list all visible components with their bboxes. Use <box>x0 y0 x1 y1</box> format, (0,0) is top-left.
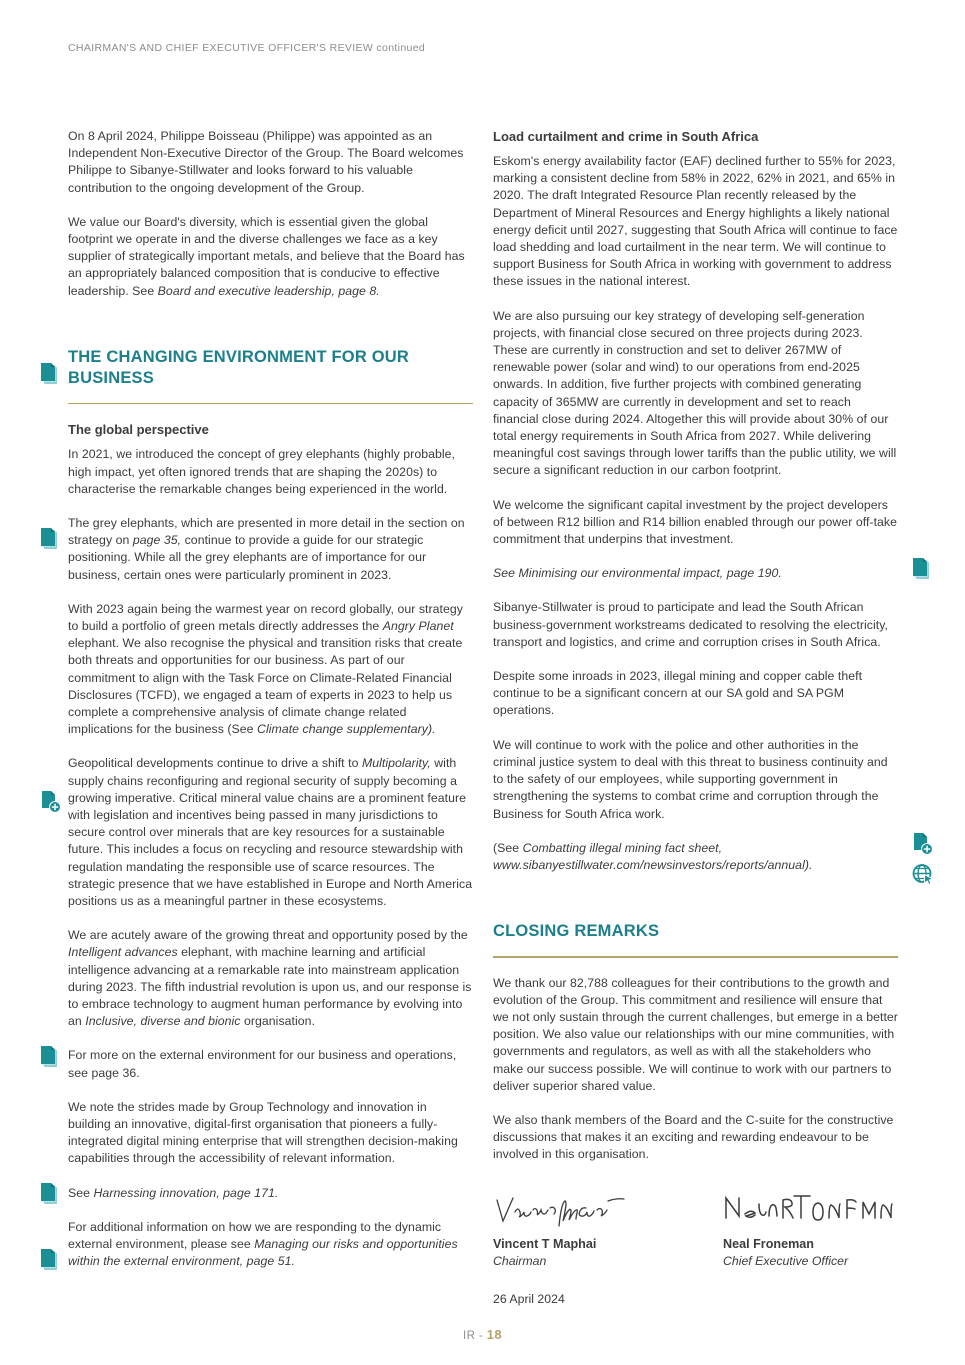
signature-image-ceo <box>723 1190 898 1234</box>
running-head: CHAIRMAN'S AND CHIEF EXECUTIVE OFFICER'S REVIEW continued <box>68 42 426 54</box>
left-paragraph-10 <box>68 1185 473 1202</box>
right-paragraph-3 <box>493 497 898 549</box>
left-paragraph-7-emph-2: Inclusive, diverse and bionic <box>85 1014 241 1029</box>
left-paragraph-5 <box>68 601 473 739</box>
document-plus-icon <box>40 790 62 814</box>
left-paragraph-7-text-2: elephant, with machine learning and artificial intelligence advancing at a remarkable rate into mainstream application during 2023. The fifth industrial revolution is upon us, and our response is to embrace technology to augment human performance by evolving into an <box>68 945 472 1029</box>
page-footer <box>0 1327 965 1342</box>
left-paragraph-4-ref: page 35, <box>132 533 182 548</box>
section-heading-changing-environment: THE CHANGING ENVIRONMENT FOR OUR BUSINESS <box>68 347 409 387</box>
left-paragraph-6-text-2: with supply chains reconfiguring and regional security of supply becoming a growing imperative. Critical mineral value chains are a prominent feature with legislation and incentives being passed in many jurisdictions to secure control over minerals that are key resources for a sustainable future. This includes a focus on recycling and resource stewardship with regulation mandating the responsible use of scarce resources. The strategic presence that we have established in Europe and North America positions us as a meaningful partner in these ecosystems. <box>68 756 473 908</box>
closing-heading-spacer <box>493 891 898 907</box>
left-column <box>68 128 473 1270</box>
document-stack-icon <box>40 362 62 386</box>
left-paragraph-10-text: See <box>68 1185 94 1200</box>
signature-name-ceo: Neal Froneman <box>723 1236 814 1251</box>
signature-chairman <box>493 1190 663 1306</box>
left-paragraph-5-emph-1: Angry Planet <box>382 618 454 633</box>
globe-click-icon <box>912 862 934 886</box>
footer-page-number: 18 <box>486 1327 502 1342</box>
right-paragraph-6: Despite some inroads in 2023, illegal mining and copper cable theft continue to be a significant concern at our SA gold and SA PGM operations. <box>493 669 863 718</box>
left-paragraph-4-text-1: The grey elephants, which are presented in more detail in the section on strategy on <box>68 515 465 548</box>
left-paragraph-8 <box>68 1047 473 1081</box>
left-paragraph-11-text: For additional information on how we are responding to the dynamic external environment, please see <box>68 1219 442 1252</box>
document-stack-icon <box>40 1182 62 1206</box>
signature-ceo <box>723 1190 898 1306</box>
right-reference-note: See Minimising our environmental impact, page 190. <box>493 566 782 581</box>
heading-rule <box>68 403 473 405</box>
right-paragraph-8-text: (See <box>493 840 523 855</box>
right-paragraph-1: Eskom's energy availability factor (EAF) declined further to 55% for 2023, marking a consistent decline from 58% in 2022, 62% in 2021, and 65% in 2020. The draft Integrated Resource Plan recently released by the Department of Mineral Resources and Energy highlights a likely national energy deficit until 2027, suggesting that South Africa will continue to face load shedding and load curtailment in the near term. We will continue to support Business for South Africa in working with government to address these issues in the national interest. <box>493 154 898 289</box>
left-paragraph-5-text-1: With 2023 again being the warmest year on record globally, our strategy to build a portfolio of green metals directly addresses the <box>68 601 463 633</box>
left-paragraph-2-text: We value our Board's diversity, which is essential given the global footprint we operate in and the diverse challenges we face as a key supplier of strategically important metals, and believe that the Board has an appropriately balanced composition that is conducive to effective leadership. See <box>68 214 465 298</box>
left-paragraph-4 <box>68 515 473 584</box>
left-paragraph-5-text-2: elephant. We also recognise the physical and transition risks that create both threats and opportunities for our business. As part of our commitment to align with the Task Force on Climate-Related Financial Disclosures (TCFD), we engaged a team of experts in 2023 to help us complete a comprehensive analysis of climate change related implications for the business (See <box>68 636 463 737</box>
document-plus-icon <box>912 832 934 856</box>
left-paragraph-5-ref: Climate change supplementary). <box>257 722 436 737</box>
left-paragraph-6-text-1: Geopolitical developments continue to drive a shift to <box>68 756 362 771</box>
signature-image-chairman <box>493 1190 663 1234</box>
closing-paragraph-1: We thank our 82,788 colleagues for their contributions to the growth and evolution of the Group. This commitment and resilience will ensure that we not only sustain through the current challenges, but emerge in a better position. We also value our relationships with our mine communities, with governments and regulators, as well as with all the stakeholders who make our success possible. We will continue to work with our partners to deliver superior shared value. <box>493 975 898 1093</box>
left-paragraph-11 <box>68 1219 473 1271</box>
section-heading-closing-remarks: CLOSING REMARKS <box>493 922 660 941</box>
left-paragraph-7-text-1: We are acutely aware of the growing threat and opportunity posed by the <box>68 928 468 943</box>
left-paragraph-7-text-3: organisation. <box>240 1014 316 1029</box>
signature-name-chairman: Vincent T Maphai <box>493 1236 597 1251</box>
left-paragraph-4-text-2: continue to provide a guide for our strategic positioning. While all the grey elephants are of importance for our business, certain ones were particularly prominent in 2023. <box>68 533 427 582</box>
document-stack-icon <box>40 1045 62 1069</box>
closing-paragraph-2: We also thank members of the Board and the C-suite for the constructive discussions that makes it an exciting and rewarding endeavour to be involved in this organisation. <box>493 1113 894 1162</box>
left-paragraph-8-text: For more on the external environment for our business and operations, see page 36. <box>68 1048 457 1080</box>
right-paragraph-8-ref: Combatting illegal mining fact sheet, www.sibanyestillwater.com/newsinvestors/reports/annual). <box>493 840 813 872</box>
right-paragraph-5: Sibanye-Stillwater is proud to participate and lead the South African business-government workstreams dedicated to resolving the electricity, transport and logistics, and crime and corruption crises in South Africa. <box>493 600 888 649</box>
right-column <box>493 128 898 1306</box>
right-paragraph-3-text: We welcome the significant capital investment by the project developers of between R12 billion and R14 billion enabled through our power off-take commitment that underpins that investment. <box>493 497 898 547</box>
left-paragraph-11-ref: Managing our risks and opportunities within the external environment, page 51. <box>68 1237 458 1269</box>
closing-heading-rule <box>493 956 898 958</box>
left-paragraph-2 <box>68 214 473 300</box>
sub-heading-load-curtailment: Load curtailment and crime in South Africa <box>493 129 759 144</box>
signature-role-chairman: Chairman <box>493 1253 547 1268</box>
document-stack-icon <box>40 1248 62 1272</box>
left-paragraph-10-ref: Harnessing innovation, page 171. <box>93 1185 279 1200</box>
sub-heading-global-perspective: The global perspective <box>68 422 209 438</box>
signature-block <box>493 1190 898 1306</box>
document-stack-icon <box>40 527 62 551</box>
left-paragraph-9: We note the strides made by Group Technology and innovation in building an innovative, digital-first organisation that pioneers a fully-integrated digital mining enterprise that will strengthen decision-making capabilities through the accessibility of relevant information. <box>68 1099 458 1166</box>
right-paragraph-7: We will continue to work with the police and other authorities in the criminal justice system to deal with this threat to business continuity and to the safety of our employees, while supporting government in strengthening the systems to combat crime and corruption through the Business for South Africa work. <box>493 737 888 821</box>
heading-spacer <box>68 317 473 333</box>
left-paragraph-6-emph: Multipolarity, <box>361 756 431 771</box>
left-paragraph-7 <box>68 927 473 1030</box>
right-paragraph-2: We are also pursuing our key strategy of developing self-generation projects, with financial close secured on three projects during 2023. These are currently in construction and set to deliver 267MW of renewable power (solar and wind) to our operations from end-2025 onwards. In addition, five further projects with combined generating capacity of 365MW are currently in development and set to reach financial close during 2024. Altogether this will provide about 30% of our total energy requirements in South Africa from 2027. While delivering meaningful cost savings through lower tariffs than the public utility, we will secure a significant reduction in our carbon footprint. <box>493 308 897 478</box>
left-paragraph-7-emph-1: Intelligent advances <box>68 945 178 960</box>
document-stack-icon <box>912 557 934 581</box>
left-paragraph-3: In 2021, we introduced the concept of grey elephants (highly probable, high impact, yet often ignored trends that are shaping the 2020s) to characterise the remarkable changes being experienced in the world. <box>68 447 456 496</box>
signature-role-ceo: Chief Executive Officer <box>723 1253 849 1268</box>
footer-prefix: IR - <box>463 1330 487 1342</box>
left-paragraph-2-ref: Board and executive leadership, page 8. <box>157 283 380 298</box>
right-paragraph-8 <box>493 840 898 874</box>
signature-date: 26 April 2024 <box>493 1291 565 1306</box>
left-paragraph-1: On 8 April 2024, Philippe Boisseau (Philippe) was appointed as an Independent Non-Executive Director of the Group. The Board welcomes Philippe to Sibanye-Stillwater and looks forward to his valuable contribution to the ongoing development of the Group. <box>68 129 464 195</box>
left-paragraph-6 <box>68 755 473 910</box>
